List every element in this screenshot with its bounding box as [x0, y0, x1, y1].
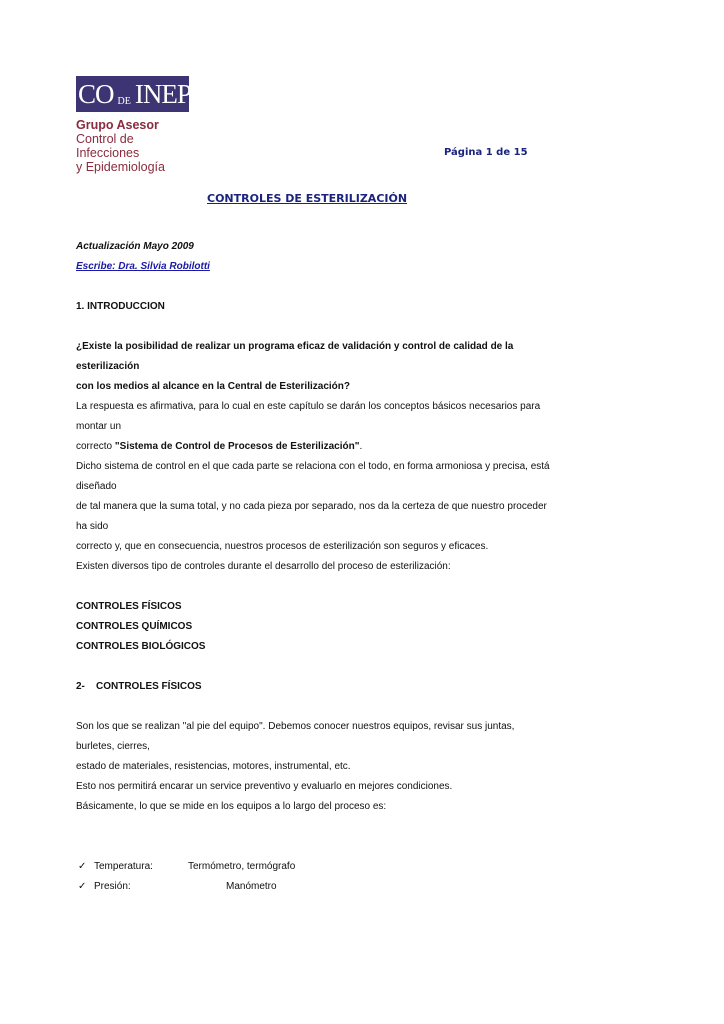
logo-inep: INEP: [134, 78, 191, 109]
logo-text: [76, 118, 196, 174]
physical-line-2: estado de materiales, resistencias, motores, instrumental, etc.: [76, 761, 351, 772]
answer-prefix: correcto: [76, 441, 115, 452]
logo-line-2: Control de Infecciones: [76, 132, 140, 160]
measure-label: Temperatura:: [94, 861, 153, 872]
checkmark-icon: ✓: [78, 881, 87, 892]
system-line-3: correcto y, que en consecuencia, nuestros procesos de esterilización son seguros y eficaces.: [76, 541, 489, 552]
control-type-biological: CONTROLES BIOLÓGICOS: [76, 641, 206, 652]
types-line: Existen diversos tipo de controles durante el desarrollo del proceso de esterilización:: [76, 561, 451, 572]
document-body: [76, 237, 552, 897]
measure-value: Manómetro: [226, 881, 277, 892]
section-2-title: CONTROLES FÍSICOS: [96, 681, 202, 692]
logo-line-3: y Epidemiología: [76, 160, 165, 174]
section-2-number: 2-: [76, 681, 85, 692]
system-line-1: Dicho sistema de control en el que cada parte se relaciona con el todo, en forma armoniosa y precisa, está diseñado: [76, 461, 550, 492]
measure-value: Termómetro, termógrafo: [188, 861, 296, 872]
system-name: "Sistema de Control de Procesos de Esterilización": [114, 441, 360, 452]
logo-line-1: Grupo Asesor: [76, 118, 159, 132]
codeinep-logo: [76, 76, 196, 174]
question-line-1: ¿Existe la posibilidad de realizar un programa eficaz de validación y control de calidad de la esterilización: [76, 341, 514, 372]
page-number: Página 1 de 15: [444, 147, 528, 158]
logo-de: DE: [117, 96, 131, 107]
logo-band: [76, 76, 189, 112]
answer-suffix: .: [359, 441, 363, 452]
physical-line-1: Son los que se realizan "al pie del equipo". Debemos conocer nuestros equipos, revisar sus juntas, burletes, cierres,: [76, 721, 515, 752]
answer-line-1: La respuesta es afirmativa, para lo cual en este capítulo se darán los conceptos básicos necesarios para montar un: [76, 401, 541, 432]
logo-co: CO: [78, 78, 114, 109]
document-title: CONTROLES DE ESTERILIZACIÓN: [207, 192, 408, 205]
physical-line-4: Básicamente, lo que se mide en los equipos a lo largo del proceso es:: [76, 801, 387, 812]
question-line-2: con los medios al alcance en la Central de Esterilización?: [76, 381, 350, 392]
author-link[interactable]: Escribe: Dra. Silvia Robilotti: [76, 261, 210, 272]
section-2-heading: [76, 677, 552, 697]
answer-line-2: [76, 437, 552, 457]
measure-item: [76, 857, 552, 877]
measure-item: [76, 877, 552, 897]
update-date: Actualización Mayo 2009: [76, 241, 194, 252]
checkmark-icon: ✓: [78, 861, 87, 872]
system-line-2: de tal manera que la suma total, y no cada pieza por separado, nos da la certeza de que nuestro proceder ha sido: [76, 501, 547, 532]
measure-label: Presión:: [94, 881, 131, 892]
physical-line-3: Esto nos permitirá encarar un service preventivo y evaluarlo en mejores condiciones.: [76, 781, 453, 792]
control-type-physical: CONTROLES FÍSICOS: [76, 601, 182, 612]
control-type-chemical: CONTROLES QUÍMICOS: [76, 621, 193, 632]
section-1-heading: 1. INTRODUCCION: [76, 301, 165, 312]
